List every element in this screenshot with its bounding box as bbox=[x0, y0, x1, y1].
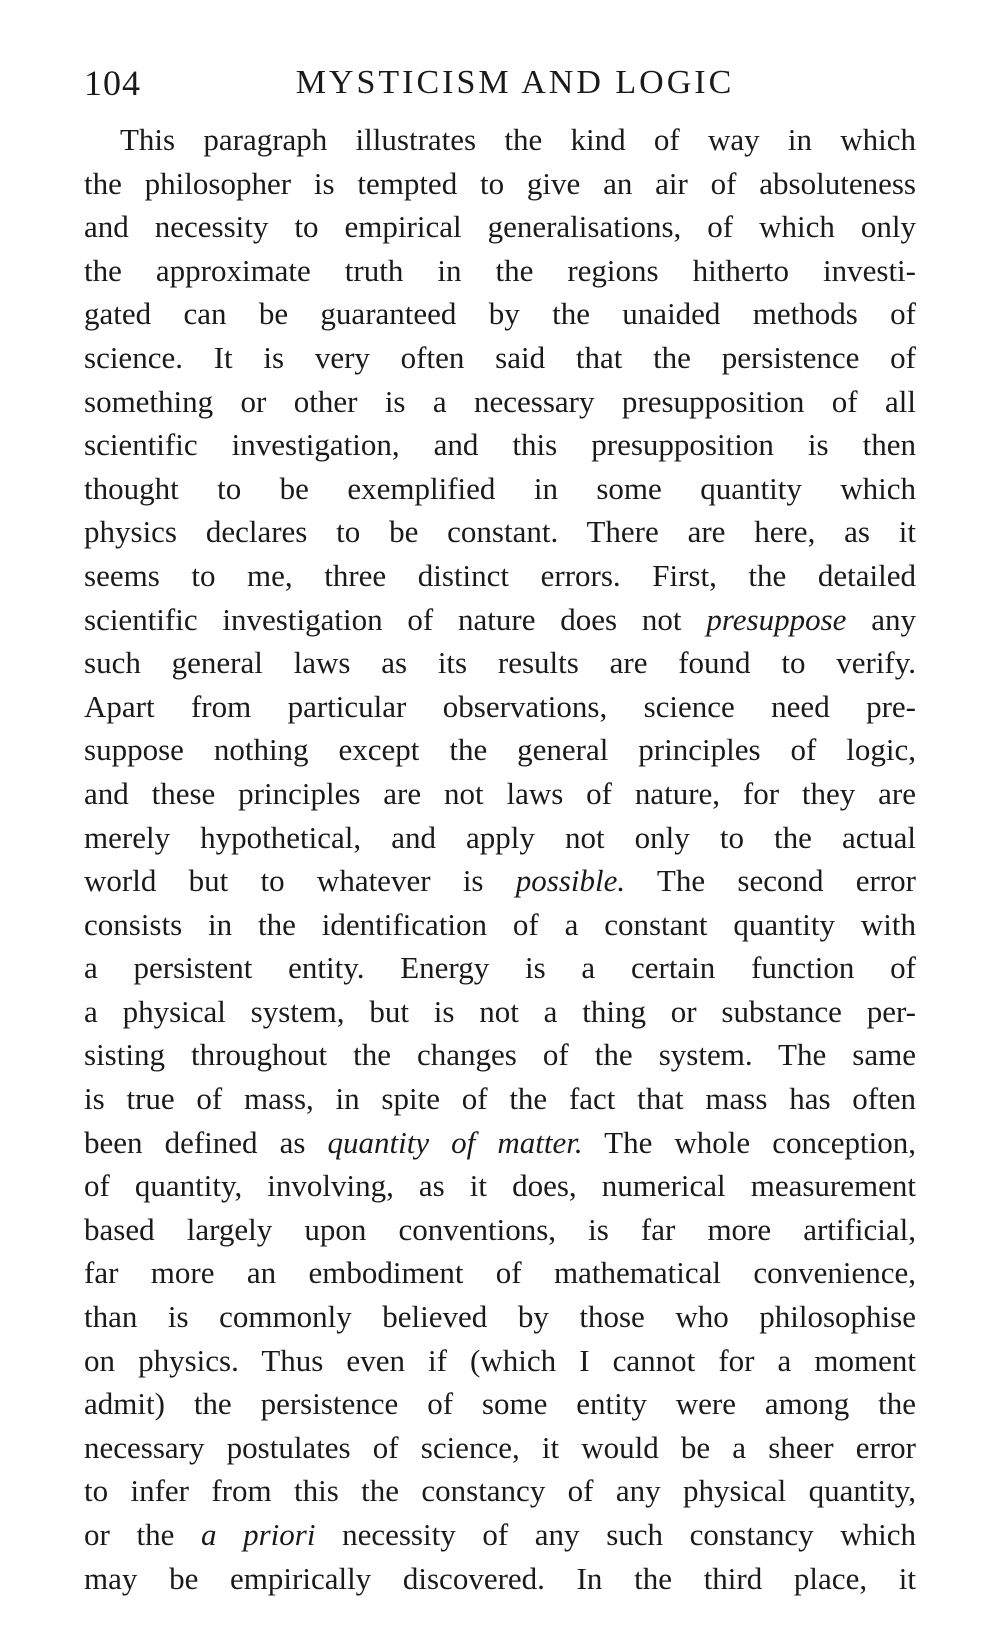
page-header bbox=[84, 58, 916, 108]
text-segment: Apart from particular observations, science need pre- bbox=[84, 688, 916, 724]
text-segment: This paragraph illustrates the kind of way in which bbox=[120, 122, 916, 157]
text-segment: seems to me, three distinct errors. First, the detailed bbox=[84, 557, 916, 593]
text-segment: or the bbox=[84, 1517, 201, 1552]
text-line bbox=[84, 946, 916, 990]
text-segment: The second error bbox=[625, 863, 916, 899]
italic-text: a priori bbox=[200, 1517, 316, 1552]
text-segment: may be empirically discovered. In the third place, it bbox=[84, 1560, 916, 1596]
text-segment: science. It is very often said that the persistence of bbox=[84, 339, 916, 375]
text-line bbox=[84, 685, 916, 729]
text-line bbox=[84, 1513, 916, 1557]
text-line bbox=[84, 292, 916, 336]
italic-text: possible. bbox=[515, 863, 626, 899]
text-line bbox=[84, 1339, 916, 1383]
text-line bbox=[84, 1469, 916, 1513]
page-number: 104 bbox=[84, 63, 141, 103]
text-line bbox=[84, 162, 916, 206]
text-segment: The whole conception, bbox=[582, 1124, 916, 1160]
text-segment: of quantity, involving, as it does, numerical measurement bbox=[84, 1168, 916, 1204]
text-line bbox=[84, 772, 916, 816]
text-line bbox=[84, 598, 916, 642]
text-segment: suppose nothing except the general principles of logic, bbox=[84, 732, 916, 768]
text-line bbox=[84, 728, 916, 772]
text-segment: and necessity to empirical generalisations, of which only bbox=[84, 209, 916, 245]
text-segment: the approximate truth in the regions hitherto investi- bbox=[84, 252, 916, 288]
text-segment: far more an embodiment of mathematical convenience, bbox=[84, 1255, 916, 1291]
text-line bbox=[84, 641, 916, 685]
text-line bbox=[84, 1251, 916, 1295]
text-segment: world but to whatever is bbox=[84, 863, 516, 899]
italic-text: presuppose bbox=[706, 601, 847, 637]
text-line bbox=[84, 903, 916, 947]
text-line bbox=[84, 1295, 916, 1339]
text-segment: a physical system, but is not a thing or substance per- bbox=[84, 993, 916, 1029]
text-segment: based largely upon conventions, is far more artificial, bbox=[84, 1211, 916, 1247]
text-segment: any bbox=[846, 601, 916, 637]
text-segment: the philosopher is tempted to give an air of absoluteness bbox=[84, 165, 916, 201]
text-segment: a persistent entity. Energy is a certain function of bbox=[84, 950, 916, 986]
text-segment: consists in the identification of a constant quantity with bbox=[84, 906, 916, 942]
text-segment: been defined as bbox=[84, 1124, 328, 1160]
text-segment: something or other is a necessary presupposition of all bbox=[84, 383, 916, 419]
text-line bbox=[84, 1426, 916, 1470]
text-line bbox=[84, 1077, 916, 1121]
text-line bbox=[84, 1164, 916, 1208]
text-line bbox=[84, 859, 916, 903]
text-line bbox=[84, 1382, 916, 1426]
text-line bbox=[84, 990, 916, 1034]
text-segment: scientific investigation of nature does not bbox=[84, 601, 707, 637]
text-line bbox=[84, 423, 916, 467]
text-segment: admit) the persistence of some entity were among the bbox=[84, 1386, 916, 1422]
text-line bbox=[84, 1557, 916, 1601]
text-line bbox=[84, 510, 916, 554]
text-segment: necessity of any such constancy which bbox=[315, 1517, 916, 1552]
text-line bbox=[84, 554, 916, 598]
text-segment: than is commonly believed by those who philosophise bbox=[84, 1299, 916, 1335]
text-segment: merely hypothetical, and apply not only to the actual bbox=[84, 819, 916, 855]
running-title: MYSTICISM AND LOGIC bbox=[295, 64, 735, 101]
text-line bbox=[84, 205, 916, 249]
text-line bbox=[84, 1121, 916, 1165]
text-line bbox=[84, 467, 916, 511]
text-line bbox=[84, 1033, 916, 1077]
text-line bbox=[84, 336, 916, 380]
text-segment: is true of mass, in spite of the fact that mass has often bbox=[84, 1081, 916, 1117]
italic-text: quantity of matter. bbox=[327, 1124, 583, 1160]
text-segment: on physics. Thus even if (which I cannot for a moment bbox=[84, 1342, 916, 1378]
text-segment: such general laws as its results are found to verify. bbox=[84, 645, 916, 681]
text-line bbox=[84, 118, 916, 162]
text-line bbox=[84, 380, 916, 424]
paragraph bbox=[84, 118, 916, 1600]
text-segment: gated can be guaranteed by the unaided methods of bbox=[84, 296, 916, 332]
text-line bbox=[84, 1208, 916, 1252]
text-segment: sisting throughout the changes of the system. The same bbox=[84, 1037, 916, 1073]
text-segment: scientific investigation, and this presupposition is then bbox=[84, 427, 916, 463]
text-segment: and these principles are not laws of nature, for they are bbox=[84, 775, 916, 811]
text-segment: necessary postulates of science, it would be a sheer error bbox=[84, 1429, 916, 1465]
text-line bbox=[84, 249, 916, 293]
text-line bbox=[84, 816, 916, 860]
text-segment: to infer from this the constancy of any physical quantity, bbox=[84, 1473, 916, 1509]
text-segment: thought to be exemplified in some quantity which bbox=[84, 470, 916, 506]
text-segment: physics declares to be constant. There are here, as it bbox=[84, 514, 916, 550]
